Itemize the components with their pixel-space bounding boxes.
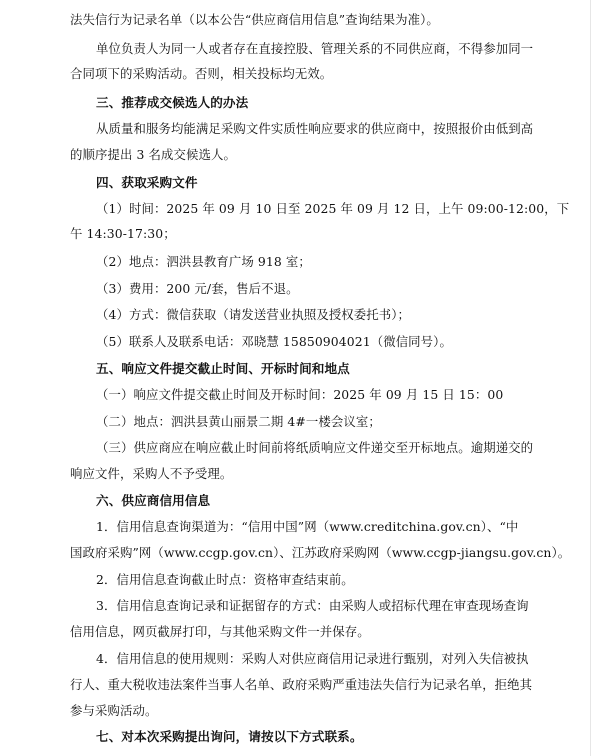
text-line: 的顺序提出 3 名成交候选人。 xyxy=(70,147,236,162)
text-line: 法失信行为记录名单（以本公告“供应商信用信息”查询结果为准）。 xyxy=(70,12,439,27)
text-line: 3．信用信息查询记录和证据留存的方式：由采购人或招标代理在审查现场查询 xyxy=(96,598,529,613)
text-line: 1．信用信息查询渠道为：“信用中国”网（www.creditchina.gov.cn）、“中 xyxy=(96,519,519,534)
text-line: 单位负责人为同一人或者存在直接控股、管理关系的不同供应商，不得参加同一 xyxy=(96,41,534,56)
text-line: 响应文件，采购人不予受理。 xyxy=(70,466,233,481)
text-line: 从质量和服务均能满足采购文件实质性响应要求的供应商中，按照报价由低到高 xyxy=(96,121,534,136)
text-line: （3）费用：200 元/套，售后不退。 xyxy=(96,281,299,296)
section-heading: 三、推荐成交候选人的办法 xyxy=(96,95,249,110)
text-line: 2．信用信息查询截止时点：资格审查结束前。 xyxy=(96,572,354,587)
text-line: （一）响应文件提交截止时间及开标时间：2025 年 09 月 15 日 15：00 xyxy=(96,387,504,402)
text-line: 午 14:30-17:30； xyxy=(70,226,176,241)
text-line: （二）地点：泗洪县黄山丽景二期 4#一楼会议室； xyxy=(96,414,381,429)
text-line: （4）方式：微信获取（请发送营业执照及授权委托书）； xyxy=(96,307,411,322)
text-line: 行人、重大税收违法案件当事人名单、政府采购严重违法失信行为记录名单，拒绝其 xyxy=(70,677,533,692)
section-heading: 五、响应文件提交截止时间、开标时间和地点 xyxy=(96,361,350,376)
text-line: 国政府采购”网（www.ccgp.gov.cn）、江苏政府采购网（www.ccgp-jiangsu.gov.cn）。 xyxy=(70,545,571,560)
text-line: 参与采购活动。 xyxy=(70,703,158,718)
text-line: 信用信息，网页截屏打印，与其他采购文件一并保存。 xyxy=(70,624,370,639)
text-line: （2）地点：泗洪县教育广场 918 室； xyxy=(96,254,311,269)
text-line: （1）时间：2025 年 09 月 10 日至 2025 年 09 月 12 日，上午 09:00-12:00，下 xyxy=(96,201,570,216)
text-line: （三）供应商应在响应截止时间前将纸质响应文件递交至开标地点。逾期递交的 xyxy=(96,440,534,455)
section-heading: 七、对本次采购提出询问，请按以下方式联系。 xyxy=(96,729,363,744)
section-heading: 四、获取采购文件 xyxy=(96,175,198,190)
text-line: 合同项下的采购活动。否则，相关投标均无效。 xyxy=(70,66,333,81)
text-line: （5）联系人及联系电话：邓晓慧 15850904021（微信同号）。 xyxy=(96,334,452,349)
section-heading: 六、供应商信用信息 xyxy=(96,493,211,508)
text-line: 4．信用信息的使用规则：采购人对供应商信用记录进行甄别，对列入失信被执 xyxy=(96,651,529,666)
